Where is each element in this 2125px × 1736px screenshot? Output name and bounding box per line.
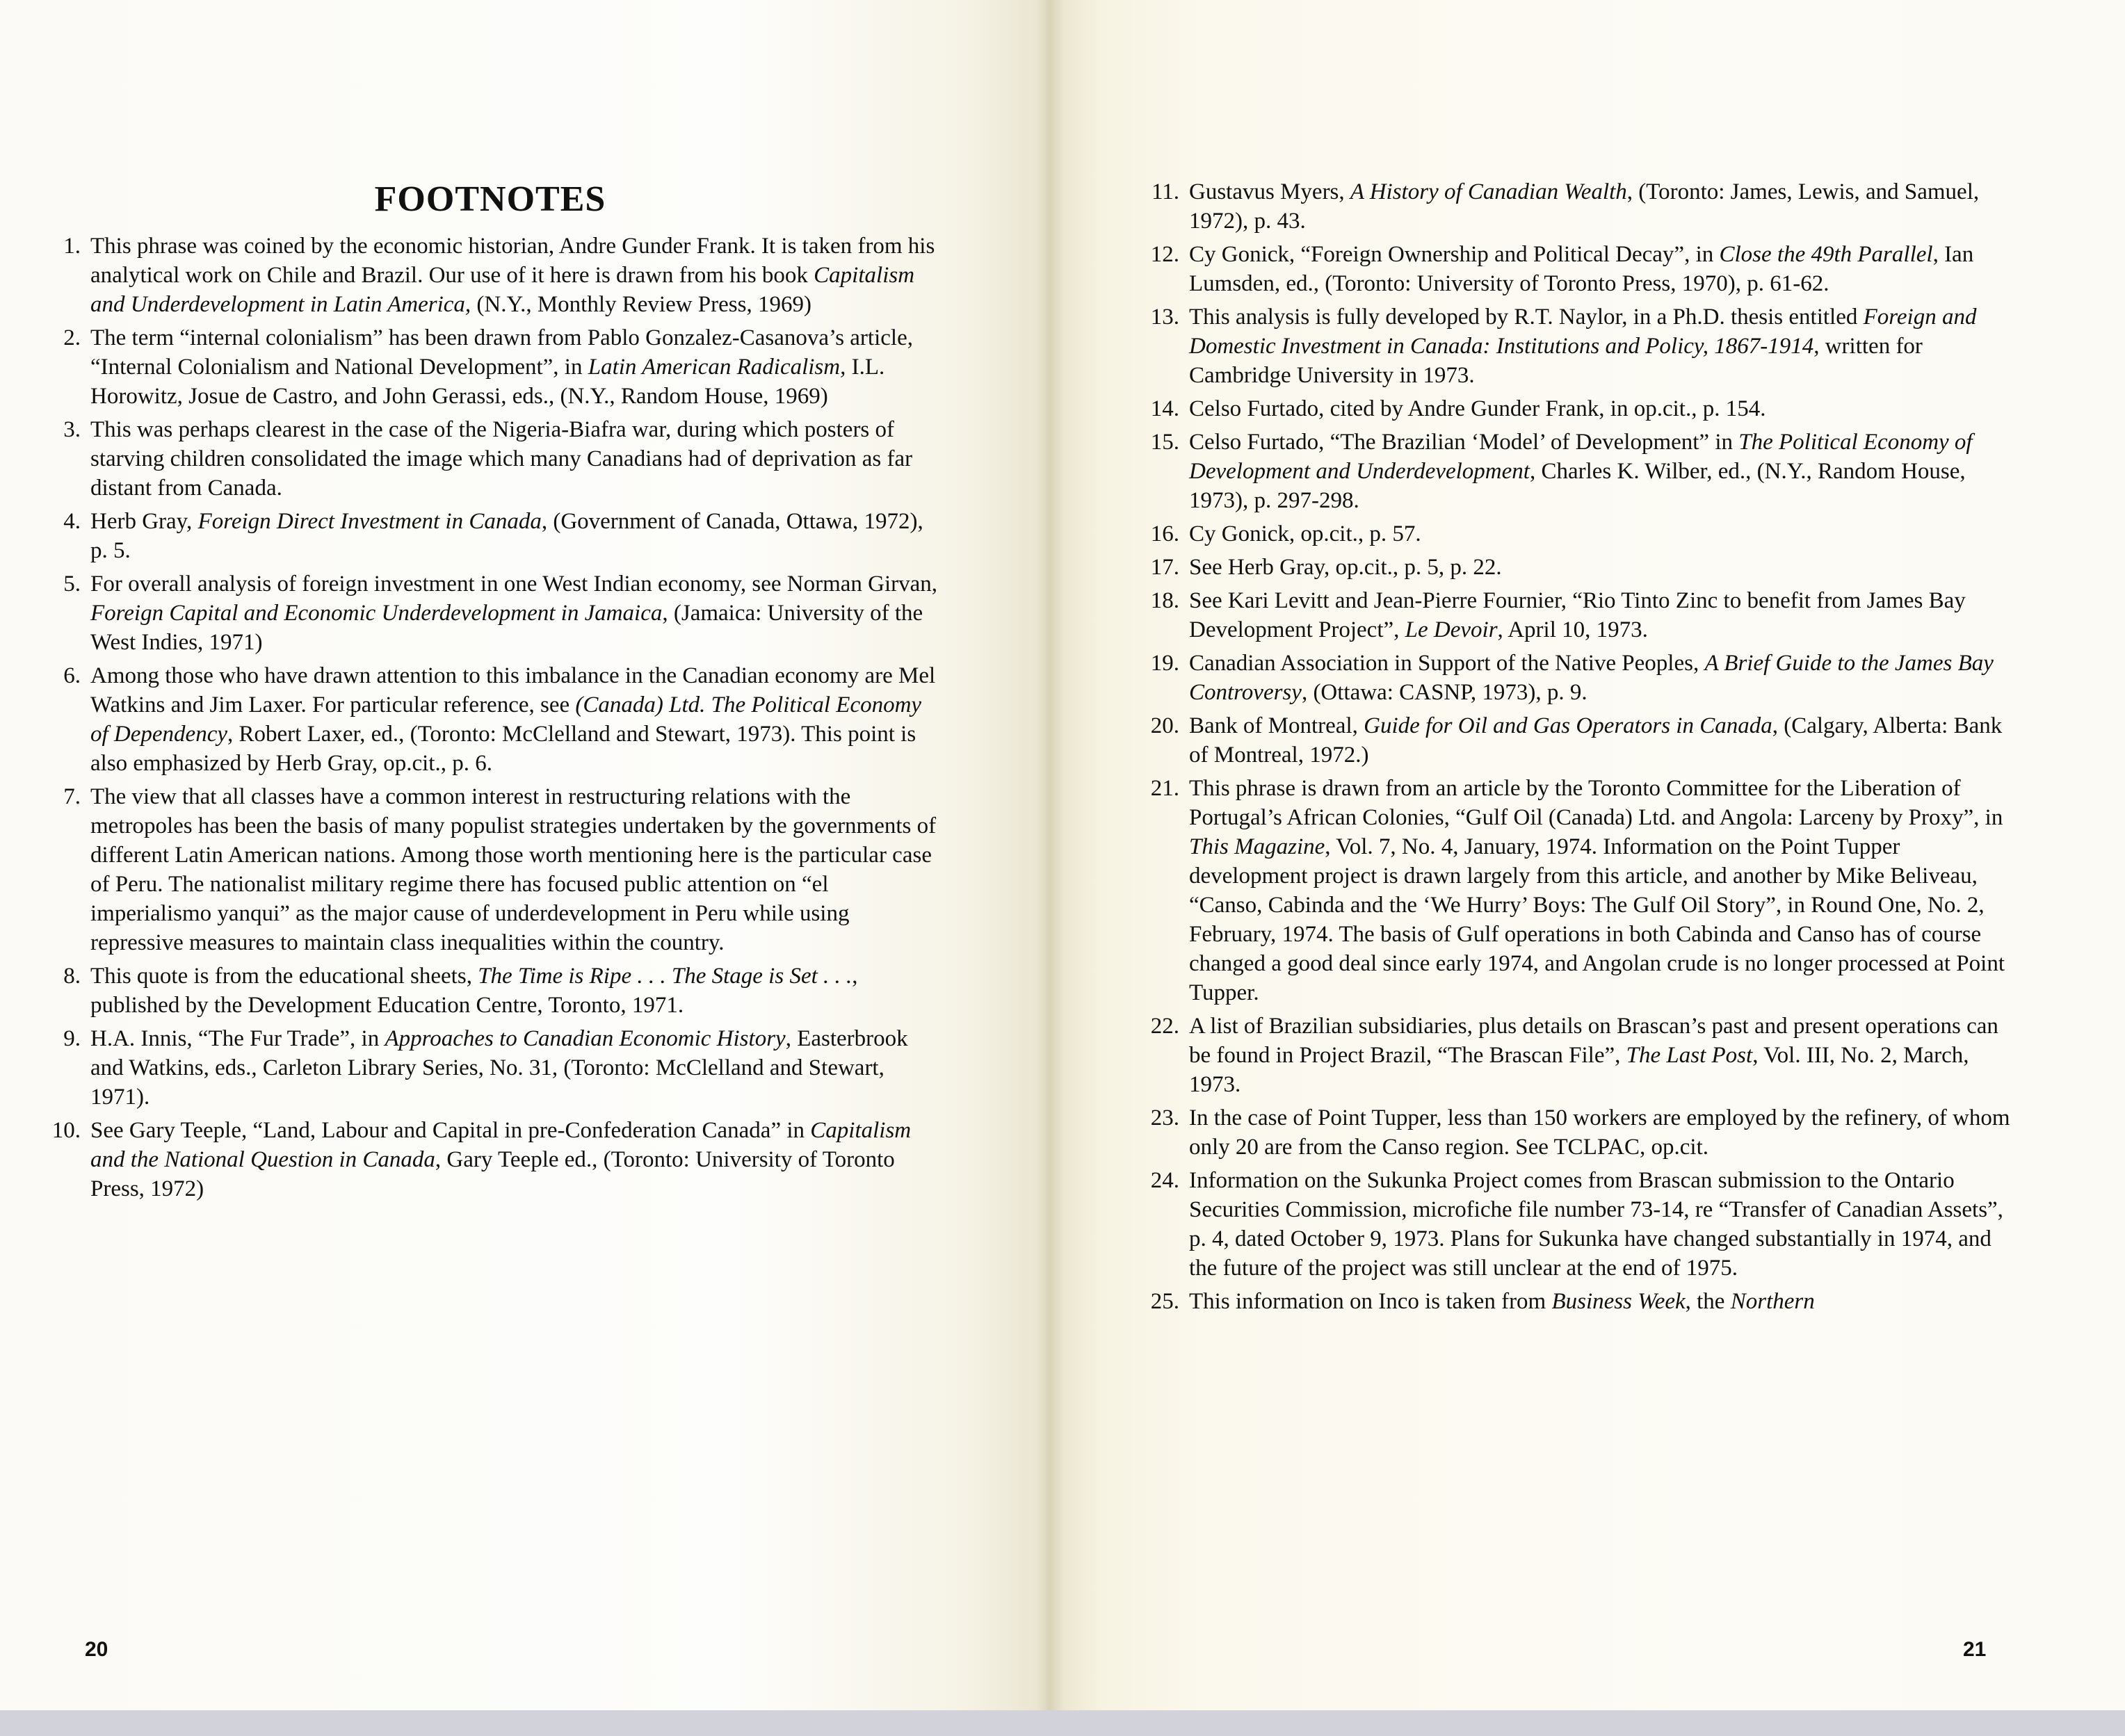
footnote-item [1140, 428, 2017, 515]
footnote-text: , written for Cambridge University in 1973. [1189, 334, 1923, 388]
footnote-number: 1. [63, 234, 81, 259]
footnote-body [1189, 1166, 2017, 1283]
footnote-text: , Vol. 7, No. 4, January, 1974. Information on the Point Tupper development project is drawn largely from this article, and another by Mike Beliveau, “Canso, Cabinda and the ‘We Hurry’ Boys: The Gulf Oil Story”, in Round One, No. 2, February, 1974. The basis of Gulf operations in both Cabinda and Canso has of course changed a good deal since early 1974, and Angolan crude is no longer processed at Point Tupper. [1189, 834, 2005, 1005]
footnote-text: , Robert Laxer, ed., (Toronto: McClelland and Stewart, 1973). This point is also emphasized by Herb Gray, op.cit., p. 6. [90, 722, 916, 776]
footnote-title-italic: Guide for Oil and Gas Operators in Canada [1364, 713, 1772, 738]
footnote-text: Gustavus Myers, [1189, 179, 1350, 204]
footnote-text: The view that all classes have a common interest in restructuring relations with the metropoles has been the basis of many populist strategies undertaken by the governments of different Latin American nations. Among those worth mentioning here is the particular case of Peru. The nationalist military regime there has focused public attention on “el imperialismo yanqui” as the major cause of underdevelopment in Peru while using repressive measures to maintain class inequalities within the country. [90, 784, 937, 955]
footnote-text: , published by the Development Education Centre, Toronto, 1971. [90, 964, 858, 1018]
footnote-text: See Gary Teeple, “Land, Labour and Capital in pre-Confederation Canada” in [90, 1118, 811, 1143]
footnote-text: , Ian Lumsden, ed., (Toronto: University of Toronto Press, 1970), p. 61-62. [1189, 242, 1974, 296]
footnote-body [90, 1116, 939, 1203]
footnote-item [42, 232, 939, 319]
footnote-title-italic: This Magazine [1189, 834, 1325, 859]
footnote-number: 20. [1150, 713, 1179, 738]
left-page-content [42, 177, 939, 1208]
footnote-body [1189, 774, 2017, 1007]
footnote-text: , Vol. III, No. 2, March, 1973. [1189, 1043, 1969, 1097]
footnote-title-italic: The Political Economy of Development and Underdevelopment [1189, 430, 1973, 484]
footnote-text: For overall analysis of foreign investment in one West Indian economy, see Norman Girvan, [90, 571, 938, 597]
footnote-title-italic: (Canada) Ltd. The Political Economy of Dependency [90, 692, 922, 747]
footnote-text: , April 10, 1973. [1497, 617, 1648, 642]
footnote-title-italic: Close the 49th Parallel [1719, 242, 1933, 267]
footnote-number: 2. [63, 325, 81, 350]
footnote-item [1140, 177, 2017, 236]
footnote-item [42, 962, 939, 1020]
footnote-item [1140, 649, 2017, 707]
footnote-body [1189, 553, 2017, 582]
footnote-item [1140, 1103, 2017, 1162]
footnote-body [1189, 240, 2017, 298]
footnote-body [1189, 177, 2017, 236]
footnote-item [1140, 394, 2017, 423]
footnote-item [1140, 586, 2017, 644]
footnote-text: See Kari Levitt and Jean-Pierre Fournier, “Rio Tinto Zinc to benefit from James Bay Development Project”, [1189, 588, 1966, 642]
footnote-item [42, 415, 939, 503]
footnote-text: , (Ottawa: CASNP, 1973), p. 9. [1301, 680, 1587, 705]
footnote-item [1140, 519, 2017, 549]
footnote-number: 3. [63, 417, 81, 442]
left-page [0, 0, 1047, 1710]
footnote-text: , Gary Teeple ed., (Toronto: University of Toronto Press, 1972) [90, 1147, 895, 1201]
footnote-number: 19. [1150, 651, 1179, 676]
footnote-body [1189, 1103, 2017, 1162]
footnote-number: 11. [1151, 179, 1179, 204]
footnote-item [42, 1024, 939, 1112]
footnote-item [1140, 1012, 2017, 1099]
footnote-number: 25. [1150, 1289, 1179, 1314]
footnote-title-italic: Foreign Direct Investment in Canada [197, 509, 542, 534]
footnote-body [1189, 302, 2017, 390]
footnote-text: This analysis is fully developed by R.T. Naylor, in a Ph.D. thesis entitled [1189, 305, 1864, 330]
footnote-number: 17. [1150, 555, 1179, 580]
footnote-text: This quote is from the educational sheets, [90, 964, 478, 989]
footnote-body [90, 1024, 939, 1112]
footnote-title-italic: Foreign Capital and Economic Underdevelopment in Jamaica [90, 601, 663, 626]
footnote-number: 22. [1150, 1014, 1179, 1039]
footnote-number: 23. [1150, 1105, 1179, 1130]
footnote-body [90, 782, 939, 957]
footnote-body [90, 415, 939, 503]
page-number-left: 20 [85, 1638, 108, 1661]
footnote-text: , Easterbrook and Watkins, eds., Carleton Library Series, No. 31, (Toronto: McClelland and Stewart, 1971). [90, 1026, 908, 1110]
footnote-body [90, 661, 939, 778]
footnote-item [1140, 774, 2017, 1007]
footnote-number: 18. [1150, 588, 1179, 613]
footnote-number: 13. [1150, 305, 1179, 330]
footnote-title-italic: Business Week [1551, 1289, 1686, 1314]
footnote-item [1140, 1166, 2017, 1283]
footnote-text: Celso Furtado, cited by Andre Gunder Frank, in op.cit., p. 154. [1189, 396, 1766, 421]
footnote-item [1140, 711, 2017, 770]
footnote-body [1189, 519, 2017, 549]
footnote-text: , the [1685, 1289, 1731, 1314]
footnote-number: 4. [63, 509, 81, 534]
footnote-item [42, 782, 939, 957]
footnote-text: , (Jamaica: University of the West Indies, 1971) [90, 601, 923, 655]
footnote-text: I.L. Horowitz, Josue de Castro, and John Gerassi, eds., (N.Y., Random House, 1969) [90, 355, 885, 409]
footnote-text: The term “internal colonialism” has been drawn from Pablo Gonzalez-Casanova’s article, “Internal Colonialism and National Development”, in [90, 325, 913, 380]
footnote-title-italic: The Last Post [1626, 1043, 1753, 1068]
footnote-body [1189, 586, 2017, 644]
footnote-text: In the case of Point Tupper, less than 150 workers are employed by the refinery, of whom only 20 are from the Canso region. See TCLPAC, op.cit. [1189, 1105, 2010, 1160]
footnote-text: , (Government of Canada, Ottawa, 1972), p. 5. [90, 509, 923, 563]
footnote-title-italic: Le Devoir [1405, 617, 1498, 642]
footnote-item [1140, 1287, 2017, 1316]
footnote-text: Among those who have drawn attention to this imbalance in the Canadian economy are Mel Watkins and Jim Laxer. For particular reference, see [90, 663, 936, 717]
footnote-item [1140, 240, 2017, 298]
footnote-list-left [42, 232, 939, 1203]
footnote-number: 21. [1150, 776, 1179, 801]
footnote-number: 5. [63, 571, 81, 597]
footnote-number: 8. [63, 964, 81, 989]
footnote-title-italic: Northern [1730, 1289, 1815, 1314]
footnote-number: 12. [1150, 242, 1179, 267]
footnote-title-italic: A Brief Guide to the James Bay Controversy [1189, 651, 1994, 705]
footnote-text: Herb Gray, [90, 509, 198, 534]
footnote-title-italic: Approaches to Canadian Economic History [385, 1026, 786, 1051]
footnote-number: 9. [63, 1026, 81, 1051]
footnote-body [1189, 394, 2017, 423]
footnote-body [1189, 428, 2017, 515]
footnote-text: A list of Brazilian subsidiaries, plus details on Brascan’s past and present operations can be found in Project Brazil, “The Brascan File”, [1189, 1014, 1998, 1068]
footnote-item [42, 661, 939, 778]
footnote-number: 10. [51, 1118, 81, 1143]
footnote-number: 6. [63, 663, 81, 688]
footnote-text: Information on the Sukunka Project comes from Brascan submission to the Ontario Securities Commission, microfiche file number 73-14, re “Transfer of Canadian Assets”, p. 4, dated October 9, 1973. Plans for Sukunka have changed substantially in 1974, and the future of the project was still unclear at the end of 1975. [1189, 1168, 2003, 1281]
footnote-text: See Herb Gray, op.cit., p. 5, p. 22. [1189, 555, 1502, 580]
footnote-text: Celso Furtado, “The Brazilian ‘Model’ of Development” in [1189, 430, 1739, 455]
footnote-text: H.A. Innis, “The Fur Trade”, in [90, 1026, 385, 1051]
footnote-text: This information on Inco is taken from [1189, 1289, 1552, 1314]
footnote-body [90, 232, 939, 319]
footnote-number: 15. [1150, 430, 1179, 455]
footnote-body [1189, 1012, 2017, 1099]
footnote-title-italic: Latin American Radicalism, [588, 355, 846, 380]
footnote-title-italic: Capitalism and Underdevelopment in Latin America, [90, 263, 915, 317]
footnote-text: Canadian Association in Support of the Native Peoples, [1189, 651, 1705, 676]
footnote-body [90, 962, 939, 1020]
footnote-item [1140, 302, 2017, 390]
footnote-text: , (Toronto: James, Lewis, and Samuel, 1972), p. 43. [1189, 179, 1980, 234]
footnote-text: Cy Gonick, op.cit., p. 57. [1189, 521, 1421, 546]
footnote-item [1140, 553, 2017, 582]
footnote-title-italic: Capitalism and the National Question in Canada [90, 1118, 912, 1172]
footnote-text: , Charles K. Wilber, ed., (N.Y., Random House, 1973), p. 297-298. [1189, 459, 1966, 513]
book-gutter [1036, 0, 1064, 1710]
footnote-body [90, 507, 939, 565]
footnote-number: 14. [1150, 396, 1179, 421]
page-number-right: 21 [1963, 1638, 1987, 1661]
footnote-text: (N.Y., Monthly Review Press, 1969) [471, 292, 811, 317]
footnote-text: Cy Gonick, “Foreign Ownership and Political Decay”, in [1189, 242, 1720, 267]
footnote-item [42, 507, 939, 565]
footnote-text: This phrase was coined by the economic historian, Andre Gunder Frank. It is taken from his analytical work on Chile and Brazil. Our use of it here is drawn from his book [90, 234, 935, 288]
footnote-number: 7. [63, 784, 81, 809]
footnote-text: Bank of Montreal, [1189, 713, 1364, 738]
page-title: FOOTNOTES [374, 179, 606, 219]
footnote-item [42, 323, 939, 411]
footnote-text: This phrase is drawn from an article by the Toronto Committee for the Liberation of Portugal’s African Colonies, “Gulf Oil (Canada) Ltd. and Angola: Larceny by Proxy”, in [1189, 776, 2003, 830]
footnote-number: 24. [1150, 1168, 1179, 1193]
footnote-body [1189, 711, 2017, 770]
footnote-item [42, 569, 939, 657]
footnote-title-italic: A History of Canadian Wealth [1350, 179, 1627, 204]
footnote-body [90, 569, 939, 657]
right-page-content [1140, 177, 2017, 1320]
footnote-title-italic: The Time is Ripe . . . The Stage is Set . . . [478, 964, 853, 989]
footnote-list-right [1140, 177, 2017, 1316]
footnote-number: 16. [1150, 521, 1179, 546]
footnote-body [90, 323, 939, 411]
footnote-body [1189, 649, 2017, 707]
scanner-background [0, 1710, 2125, 1736]
footnote-text: , (Calgary, Alberta: Bank of Montreal, 1972.) [1189, 713, 2003, 768]
footnote-title-italic: Foreign and Domestic Investment in Canada: Institutions and Policy, 1867-1914 [1189, 305, 1977, 359]
footnote-item [42, 1116, 939, 1203]
footnote-body [1189, 1287, 2017, 1316]
footnote-text: This was perhaps clearest in the case of the Nigeria-Biafra war, during which posters of starving children consolidated the image which many Canadians had of deprivation as far distant from Canada. [90, 417, 913, 501]
